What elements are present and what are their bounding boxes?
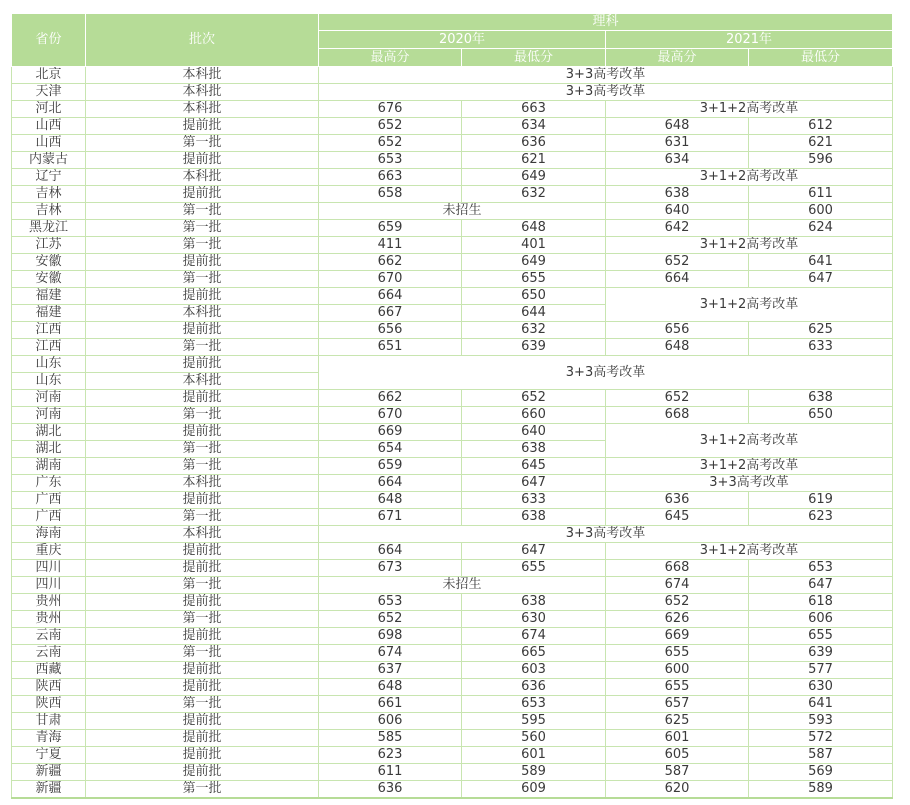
cell-batch: 本科批 <box>86 305 319 322</box>
cell-2021-min: 624 <box>749 220 893 237</box>
cell-2021-max: 657 <box>606 696 749 713</box>
cell-province: 云南 <box>12 628 86 645</box>
cell-batch: 本科批 <box>86 67 319 84</box>
cell-2020-max: 653 <box>319 594 462 611</box>
cell-province: 黑龙江 <box>12 220 86 237</box>
cell-2020-max: 669 <box>319 424 462 441</box>
table-row <box>12 67 893 84</box>
cell-batch: 提前批 <box>86 747 319 764</box>
table-row <box>12 271 893 288</box>
table-row <box>12 101 893 118</box>
cell-2021-max: 668 <box>606 407 749 424</box>
cell-2020-min: 636 <box>462 135 606 152</box>
cell-batch: 提前批 <box>86 543 319 560</box>
cell-province: 山西 <box>12 118 86 135</box>
cell-batch: 提前批 <box>86 730 319 747</box>
header-2021-min: 最低分 <box>749 49 893 67</box>
cell-2020-min: 645 <box>462 458 606 475</box>
cell-2021-min: 619 <box>749 492 893 509</box>
cell-merged-note: 3+3高考改革 <box>319 67 893 84</box>
cell-2021-min: 639 <box>749 645 893 662</box>
cell-2020-min: 601 <box>462 747 606 764</box>
cell-batch: 提前批 <box>86 322 319 339</box>
table-row <box>12 713 893 730</box>
table-row <box>12 696 893 713</box>
cell-province: 吉林 <box>12 186 86 203</box>
cell-2021-min: 641 <box>749 254 893 271</box>
cell-province: 四川 <box>12 560 86 577</box>
cell-province: 贵州 <box>12 594 86 611</box>
cell-merged-note: 3+3高考改革 <box>319 84 893 101</box>
cell-merged-note: 3+1+2高考改革 <box>606 543 893 560</box>
cell-2020-max: 659 <box>319 220 462 237</box>
cell-province: 山东 <box>12 356 86 373</box>
cell-province: 内蒙古 <box>12 152 86 169</box>
cell-merged-note: 3+3高考改革 <box>319 356 893 390</box>
cell-merged-note: 3+1+2高考改革 <box>606 424 893 458</box>
cell-batch: 第一批 <box>86 577 319 594</box>
cell-batch: 提前批 <box>86 288 319 305</box>
cell-2020-max: 670 <box>319 407 462 424</box>
cell-2020-max: 651 <box>319 339 462 356</box>
cell-2020-max: 673 <box>319 560 462 577</box>
cell-2020-max: 664 <box>319 288 462 305</box>
cell-batch: 提前批 <box>86 492 319 509</box>
cell-2021-min: 630 <box>749 679 893 696</box>
cell-batch: 第一批 <box>86 509 319 526</box>
cell-batch: 提前批 <box>86 594 319 611</box>
cell-2020-min: 630 <box>462 611 606 628</box>
cell-2020-min: 636 <box>462 679 606 696</box>
table-row <box>12 577 893 594</box>
cell-2020-max: 637 <box>319 662 462 679</box>
cell-2021-max: 642 <box>606 220 749 237</box>
cell-merged-note: 3+1+2高考改革 <box>606 101 893 118</box>
cell-2021-min: 655 <box>749 628 893 645</box>
cell-province: 安徽 <box>12 271 86 288</box>
cell-2020-min: 647 <box>462 475 606 492</box>
cell-province: 安徽 <box>12 254 86 271</box>
table-row <box>12 747 893 764</box>
cell-2021-max: 601 <box>606 730 749 747</box>
cell-2020-max: 648 <box>319 679 462 696</box>
table-row <box>12 781 893 799</box>
cell-2020-min: 638 <box>462 441 606 458</box>
cell-2021-max: 652 <box>606 254 749 271</box>
cell-province: 四川 <box>12 577 86 594</box>
cell-batch: 第一批 <box>86 611 319 628</box>
cell-2020-max: 662 <box>319 390 462 407</box>
cell-2020-min: 401 <box>462 237 606 254</box>
cell-2021-max: 669 <box>606 628 749 645</box>
cell-province: 广西 <box>12 509 86 526</box>
cell-batch: 第一批 <box>86 441 319 458</box>
cell-merged-note: 未招生 <box>319 203 606 220</box>
cell-2021-max: 655 <box>606 645 749 662</box>
cell-batch: 提前批 <box>86 764 319 781</box>
cell-merged-note: 3+1+2高考改革 <box>606 288 893 322</box>
cell-merged-note: 未招生 <box>319 577 606 594</box>
cell-batch: 提前批 <box>86 560 319 577</box>
cell-2021-max: 648 <box>606 118 749 135</box>
cell-batch: 提前批 <box>86 679 319 696</box>
cell-province: 云南 <box>12 645 86 662</box>
cell-2020-min: 589 <box>462 764 606 781</box>
cell-2021-min: 589 <box>749 781 893 799</box>
table-row <box>12 509 893 526</box>
cell-2021-min: 647 <box>749 271 893 288</box>
cell-batch: 第一批 <box>86 645 319 662</box>
cell-2020-min: 644 <box>462 305 606 322</box>
cell-batch: 第一批 <box>86 458 319 475</box>
cell-province: 湖北 <box>12 424 86 441</box>
cell-province: 江西 <box>12 322 86 339</box>
cell-2021-min: 577 <box>749 662 893 679</box>
cell-province: 西藏 <box>12 662 86 679</box>
cell-province: 辽宁 <box>12 169 86 186</box>
cell-2020-min: 647 <box>462 543 606 560</box>
cell-batch: 第一批 <box>86 220 319 237</box>
cell-batch: 提前批 <box>86 356 319 373</box>
cell-province: 贵州 <box>12 611 86 628</box>
cell-2020-min: 560 <box>462 730 606 747</box>
cell-province: 宁夏 <box>12 747 86 764</box>
cell-batch: 第一批 <box>86 203 319 220</box>
cell-province: 北京 <box>12 67 86 84</box>
cell-2021-max: 600 <box>606 662 749 679</box>
table-row <box>12 220 893 237</box>
cell-2021-min: 606 <box>749 611 893 628</box>
cell-2020-max: 652 <box>319 611 462 628</box>
cell-2020-min: 655 <box>462 271 606 288</box>
cell-batch: 第一批 <box>86 407 319 424</box>
table-row <box>12 730 893 747</box>
cell-batch: 提前批 <box>86 254 319 271</box>
cell-2021-max: 638 <box>606 186 749 203</box>
cell-batch: 提前批 <box>86 118 319 135</box>
cell-province: 海南 <box>12 526 86 543</box>
cell-batch: 第一批 <box>86 696 319 713</box>
cell-2021-min: 600 <box>749 203 893 220</box>
table-body <box>12 67 893 799</box>
cell-2020-min: 638 <box>462 509 606 526</box>
cell-batch: 提前批 <box>86 152 319 169</box>
cell-2020-min: 603 <box>462 662 606 679</box>
cell-province: 天津 <box>12 84 86 101</box>
cell-2021-max: 668 <box>606 560 749 577</box>
cell-province: 吉林 <box>12 203 86 220</box>
cell-2021-min: 641 <box>749 696 893 713</box>
table-row <box>12 390 893 407</box>
cell-merged-note: 3+3高考改革 <box>319 526 893 543</box>
table-row <box>12 611 893 628</box>
cell-2020-max: 656 <box>319 322 462 339</box>
cell-2020-min: 655 <box>462 560 606 577</box>
cell-2020-min: 665 <box>462 645 606 662</box>
table-row <box>12 322 893 339</box>
cell-2021-max: 634 <box>606 152 749 169</box>
cell-2020-max: 674 <box>319 645 462 662</box>
cell-2021-min: 618 <box>749 594 893 611</box>
cell-province: 青海 <box>12 730 86 747</box>
table-row <box>12 135 893 152</box>
cell-2020-max: 658 <box>319 186 462 203</box>
cell-2021-min: 647 <box>749 577 893 594</box>
cell-2021-max: 636 <box>606 492 749 509</box>
cell-2021-min: 638 <box>749 390 893 407</box>
cell-2021-max: 625 <box>606 713 749 730</box>
table-row <box>12 288 893 305</box>
cell-2020-max: 664 <box>319 475 462 492</box>
cell-province: 湖南 <box>12 458 86 475</box>
cell-2020-max: 667 <box>319 305 462 322</box>
header-batch: 批次 <box>86 14 319 67</box>
table-row <box>12 543 893 560</box>
table-row <box>12 492 893 509</box>
cell-2020-max: 654 <box>319 441 462 458</box>
cell-province: 山西 <box>12 135 86 152</box>
cell-province: 广西 <box>12 492 86 509</box>
cell-province: 河南 <box>12 390 86 407</box>
cell-batch: 第一批 <box>86 339 319 356</box>
table-row <box>12 118 893 135</box>
cell-2020-min: 621 <box>462 152 606 169</box>
cell-2021-max: 655 <box>606 679 749 696</box>
score-table <box>11 13 893 799</box>
table-row <box>12 458 893 475</box>
cell-2020-max: 606 <box>319 713 462 730</box>
table-row <box>12 475 893 492</box>
table-row <box>12 662 893 679</box>
table-row <box>12 594 893 611</box>
cell-2020-max: 676 <box>319 101 462 118</box>
cell-2021-min: 587 <box>749 747 893 764</box>
cell-batch: 第一批 <box>86 781 319 799</box>
table-row <box>12 628 893 645</box>
cell-batch: 第一批 <box>86 135 319 152</box>
cell-2020-max: 659 <box>319 458 462 475</box>
cell-2020-max: 698 <box>319 628 462 645</box>
cell-batch: 提前批 <box>86 628 319 645</box>
cell-merged-note: 3+3高考改革 <box>606 475 893 492</box>
cell-2020-min: 633 <box>462 492 606 509</box>
table-row <box>12 186 893 203</box>
cell-2020-max: 611 <box>319 764 462 781</box>
cell-2021-max: 640 <box>606 203 749 220</box>
cell-2020-max: 411 <box>319 237 462 254</box>
cell-province: 陕西 <box>12 696 86 713</box>
cell-province: 河南 <box>12 407 86 424</box>
cell-2020-min: 609 <box>462 781 606 799</box>
cell-batch: 本科批 <box>86 84 319 101</box>
cell-2020-min: 653 <box>462 696 606 713</box>
cell-batch: 本科批 <box>86 526 319 543</box>
table-row <box>12 254 893 271</box>
cell-2021-max: 652 <box>606 594 749 611</box>
cell-2021-min: 623 <box>749 509 893 526</box>
cell-2020-max: 653 <box>319 152 462 169</box>
cell-2021-max: 674 <box>606 577 749 594</box>
cell-province: 甘肃 <box>12 713 86 730</box>
cell-batch: 本科批 <box>86 475 319 492</box>
cell-2021-max: 645 <box>606 509 749 526</box>
cell-province: 河北 <box>12 101 86 118</box>
cell-2021-min: 625 <box>749 322 893 339</box>
cell-2020-min: 648 <box>462 220 606 237</box>
cell-batch: 第一批 <box>86 271 319 288</box>
table-row <box>12 560 893 577</box>
cell-batch: 本科批 <box>86 101 319 118</box>
cell-2020-min: 632 <box>462 186 606 203</box>
cell-batch: 提前批 <box>86 390 319 407</box>
cell-2020-max: 670 <box>319 271 462 288</box>
cell-2020-min: 649 <box>462 169 606 186</box>
table-row <box>12 356 893 373</box>
cell-batch: 本科批 <box>86 169 319 186</box>
table-row <box>12 169 893 186</box>
cell-batch: 提前批 <box>86 713 319 730</box>
header-year-2021: 2021年 <box>606 31 893 49</box>
cell-2020-max: 636 <box>319 781 462 799</box>
cell-province: 山东 <box>12 373 86 390</box>
cell-2020-min: 663 <box>462 101 606 118</box>
table-row <box>12 424 893 441</box>
cell-2020-max: 663 <box>319 169 462 186</box>
cell-batch: 提前批 <box>86 662 319 679</box>
cell-batch: 提前批 <box>86 186 319 203</box>
cell-2020-max: 652 <box>319 135 462 152</box>
cell-2020-min: 652 <box>462 390 606 407</box>
cell-2020-max: 662 <box>319 254 462 271</box>
cell-batch: 本科批 <box>86 373 319 390</box>
header-2020-min: 最低分 <box>462 49 606 67</box>
table-row <box>12 764 893 781</box>
table-row <box>12 237 893 254</box>
cell-2021-max: 664 <box>606 271 749 288</box>
header-2020-max: 最高分 <box>319 49 462 67</box>
cell-2020-min: 640 <box>462 424 606 441</box>
cell-batch: 第一批 <box>86 237 319 254</box>
cell-2020-min: 649 <box>462 254 606 271</box>
table-row <box>12 84 893 101</box>
cell-2021-min: 596 <box>749 152 893 169</box>
cell-2021-max: 648 <box>606 339 749 356</box>
cell-2020-min: 674 <box>462 628 606 645</box>
cell-2020-max: 648 <box>319 492 462 509</box>
cell-2021-min: 611 <box>749 186 893 203</box>
table-row <box>12 526 893 543</box>
cell-merged-note: 3+1+2高考改革 <box>606 458 893 475</box>
cell-2021-max: 620 <box>606 781 749 799</box>
header-subject: 理科 <box>319 14 893 31</box>
table-header <box>12 14 893 67</box>
cell-2020-min: 650 <box>462 288 606 305</box>
cell-2021-max: 656 <box>606 322 749 339</box>
cell-2021-min: 569 <box>749 764 893 781</box>
cell-2020-max: 585 <box>319 730 462 747</box>
table-row <box>12 407 893 424</box>
cell-2020-min: 634 <box>462 118 606 135</box>
table-row <box>12 645 893 662</box>
cell-province: 福建 <box>12 305 86 322</box>
cell-2020-max: 664 <box>319 543 462 560</box>
cell-2020-max: 661 <box>319 696 462 713</box>
cell-2020-max: 652 <box>319 118 462 135</box>
header-year-2020: 2020年 <box>319 31 606 49</box>
cell-2021-min: 572 <box>749 730 893 747</box>
cell-province: 陕西 <box>12 679 86 696</box>
cell-2021-min: 650 <box>749 407 893 424</box>
cell-province: 广东 <box>12 475 86 492</box>
cell-2021-min: 593 <box>749 713 893 730</box>
cell-2020-max: 623 <box>319 747 462 764</box>
cell-2021-min: 621 <box>749 135 893 152</box>
cell-2021-min: 633 <box>749 339 893 356</box>
cell-province: 新疆 <box>12 764 86 781</box>
cell-merged-note: 3+1+2高考改革 <box>606 237 893 254</box>
cell-2020-min: 638 <box>462 594 606 611</box>
table-row <box>12 339 893 356</box>
cell-2020-min: 660 <box>462 407 606 424</box>
cell-2021-max: 605 <box>606 747 749 764</box>
cell-2021-min: 653 <box>749 560 893 577</box>
cell-2021-max: 626 <box>606 611 749 628</box>
cell-province: 重庆 <box>12 543 86 560</box>
cell-2020-min: 632 <box>462 322 606 339</box>
cell-2020-min: 595 <box>462 713 606 730</box>
table-row <box>12 679 893 696</box>
cell-2020-min: 639 <box>462 339 606 356</box>
cell-2021-max: 631 <box>606 135 749 152</box>
header-province: 省份 <box>12 14 86 67</box>
table-row <box>12 152 893 169</box>
cell-province: 江苏 <box>12 237 86 254</box>
cell-province: 新疆 <box>12 781 86 799</box>
cell-province: 湖北 <box>12 441 86 458</box>
cell-2021-max: 652 <box>606 390 749 407</box>
table-row <box>12 203 893 220</box>
cell-province: 江西 <box>12 339 86 356</box>
cell-merged-note: 3+1+2高考改革 <box>606 169 893 186</box>
header-2021-max: 最高分 <box>606 49 749 67</box>
cell-2021-max: 587 <box>606 764 749 781</box>
cell-province: 福建 <box>12 288 86 305</box>
cell-batch: 提前批 <box>86 424 319 441</box>
cell-2020-max: 671 <box>319 509 462 526</box>
cell-2021-min: 612 <box>749 118 893 135</box>
